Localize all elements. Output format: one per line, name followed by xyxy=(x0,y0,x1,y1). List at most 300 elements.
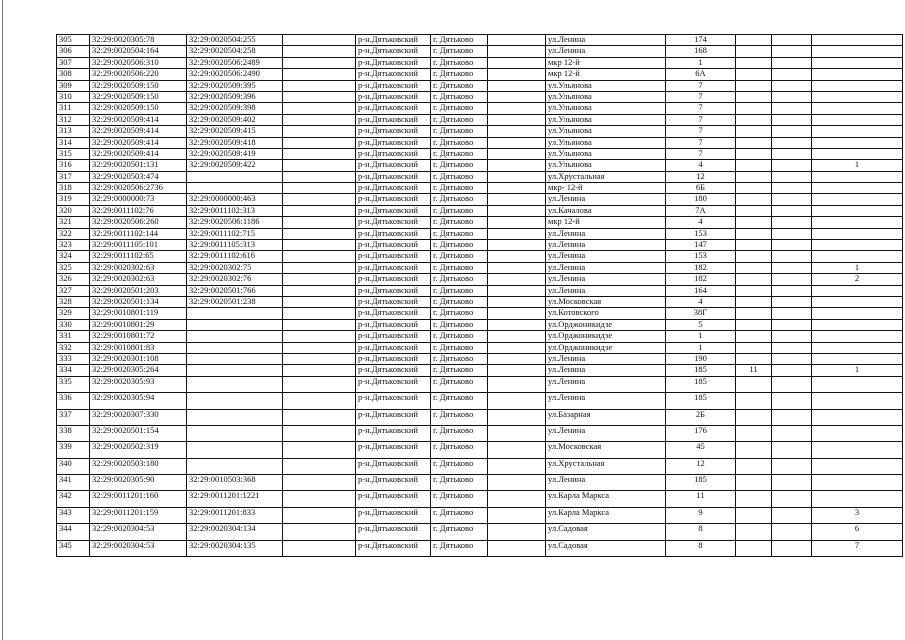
row-number-cell: 334 xyxy=(57,365,90,376)
house-number-cell: 4 xyxy=(666,160,736,171)
table-row xyxy=(57,137,903,148)
table-row xyxy=(57,409,903,425)
building-number-cell xyxy=(736,57,772,68)
city-cell: г. Дятьково xyxy=(431,342,488,353)
house-number-cell: 11 xyxy=(666,491,736,507)
blank-column-cell xyxy=(283,342,356,353)
blank-column-2-cell xyxy=(488,296,546,307)
blank-column-3-cell xyxy=(772,319,812,330)
street-cell: ул.Ленина xyxy=(546,240,666,251)
cadastral-number-cell: 32:29:0020307:330 xyxy=(90,409,187,425)
district-cell: р-н.Дятьковский xyxy=(356,57,431,68)
district-cell: р-н.Дятьковский xyxy=(356,308,431,319)
cadastral-number-cell: 32:29:0010801:119 xyxy=(90,308,187,319)
street-cell: ул.Ульянова xyxy=(546,137,666,148)
row-number-cell: 306 xyxy=(57,46,90,57)
cadastral-number-cell: 32:29:0020506:220 xyxy=(90,69,187,80)
house-number-cell: 185 xyxy=(666,393,736,409)
blank-column-3-cell xyxy=(772,376,812,392)
house-number-cell: 7 xyxy=(666,80,736,91)
house-number-cell: 174 xyxy=(666,35,736,46)
house-number-cell: 190 xyxy=(666,353,736,364)
blank-column-2-cell xyxy=(488,376,546,392)
object-cadastral-number-cell: 32:29:0020509:402 xyxy=(187,114,283,125)
building-number-cell xyxy=(736,342,772,353)
table-row xyxy=(57,285,903,296)
row-number-cell: 315 xyxy=(57,148,90,159)
table-row xyxy=(57,46,903,57)
cadastral-number-cell: 32:29:0011102:144 xyxy=(90,228,187,239)
blank-column-3-cell xyxy=(772,342,812,353)
table-row xyxy=(57,103,903,114)
street-cell: ул.Орджоникидзе xyxy=(546,319,666,330)
building-number-cell xyxy=(736,114,772,125)
building-number-cell xyxy=(736,296,772,307)
table-row xyxy=(57,262,903,273)
object-cadastral-number-cell xyxy=(187,425,283,441)
building-number-cell xyxy=(736,331,772,342)
table-row xyxy=(57,507,903,523)
table-row xyxy=(57,296,903,307)
blank-column-cell xyxy=(283,475,356,491)
object-cadastral-number-cell xyxy=(187,331,283,342)
apartment-number-cell xyxy=(812,205,903,216)
street-cell: ул.Московская xyxy=(546,442,666,458)
object-cadastral-number-cell xyxy=(187,365,283,376)
city-cell: г. Дятьково xyxy=(431,240,488,251)
building-number-cell xyxy=(736,251,772,262)
blank-column-2-cell xyxy=(488,251,546,262)
house-number-cell: 8 xyxy=(666,524,736,540)
table-row xyxy=(57,393,903,409)
district-cell: р-н.Дятьковский xyxy=(356,137,431,148)
building-number-cell xyxy=(736,524,772,540)
blank-column-cell xyxy=(283,80,356,91)
blank-column-cell xyxy=(283,491,356,507)
row-number-cell: 305 xyxy=(57,35,90,46)
blank-column-cell xyxy=(283,393,356,409)
building-number-cell xyxy=(736,285,772,296)
district-cell: р-н.Дятьковский xyxy=(356,353,431,364)
district-cell: р-н.Дятьковский xyxy=(356,274,431,285)
scan-edge-line xyxy=(2,0,3,640)
blank-column-2-cell xyxy=(488,80,546,91)
blank-column-cell xyxy=(283,46,356,57)
building-number-cell xyxy=(736,319,772,330)
blank-column-3-cell xyxy=(772,274,812,285)
blank-column-3-cell xyxy=(772,365,812,376)
city-cell: г. Дятьково xyxy=(431,524,488,540)
house-number-cell: 5 xyxy=(666,319,736,330)
blank-column-2-cell xyxy=(488,171,546,182)
table-row xyxy=(57,353,903,364)
object-cadastral-number-cell: 32:29:0020509:419 xyxy=(187,148,283,159)
table-row xyxy=(57,217,903,228)
blank-column-2-cell xyxy=(488,194,546,205)
table-row xyxy=(57,365,903,376)
row-number-cell: 327 xyxy=(57,285,90,296)
apartment-number-cell xyxy=(812,353,903,364)
apartment-number-cell xyxy=(812,217,903,228)
apartment-number-cell xyxy=(812,148,903,159)
row-number-cell: 324 xyxy=(57,251,90,262)
blank-column-cell xyxy=(283,308,356,319)
district-cell: р-н.Дятьковский xyxy=(356,251,431,262)
cadastral-number-cell: 32:29:0020509:414 xyxy=(90,126,187,137)
apartment-number-cell xyxy=(812,319,903,330)
table-row xyxy=(57,35,903,46)
cadastral-number-cell: 32:29:0020305:264 xyxy=(90,365,187,376)
city-cell: г. Дятьково xyxy=(431,171,488,182)
cadastral-number-cell: 32:29:0020509:414 xyxy=(90,114,187,125)
blank-column-2-cell xyxy=(488,524,546,540)
blank-column-2-cell xyxy=(488,160,546,171)
blank-column-2-cell xyxy=(488,491,546,507)
house-number-cell: 182 xyxy=(666,262,736,273)
street-cell: ул.Ленина xyxy=(546,35,666,46)
building-number-cell xyxy=(736,274,772,285)
apartment-number-cell xyxy=(812,228,903,239)
cadastral-number-cell: 32:29:0020502:319 xyxy=(90,442,187,458)
blank-column-3-cell xyxy=(772,91,812,102)
blank-column-3-cell xyxy=(772,331,812,342)
cadastral-number-cell: 32:29:0020503:474 xyxy=(90,171,187,182)
building-number-cell xyxy=(736,80,772,91)
building-number-cell xyxy=(736,217,772,228)
blank-column-3-cell xyxy=(772,425,812,441)
city-cell: г. Дятьково xyxy=(431,148,488,159)
blank-column-3-cell xyxy=(772,160,812,171)
street-cell: ул.Садовая xyxy=(546,524,666,540)
city-cell: г. Дятьково xyxy=(431,507,488,523)
street-cell: ул.Ленина xyxy=(546,475,666,491)
cadastral-number-cell: 32:29:0020501:203 xyxy=(90,285,187,296)
cadastral-number-cell: 32:29:0010801:72 xyxy=(90,331,187,342)
cadastral-number-cell: 32:29:0020304:53 xyxy=(90,524,187,540)
building-number-cell xyxy=(736,262,772,273)
blank-column-cell xyxy=(283,91,356,102)
blank-column-3-cell xyxy=(772,262,812,273)
table-row xyxy=(57,274,903,285)
blank-column-3-cell xyxy=(772,540,812,556)
blank-column-cell xyxy=(283,160,356,171)
district-cell: р-н.Дятьковский xyxy=(356,319,431,330)
blank-column-2-cell xyxy=(488,69,546,80)
district-cell: р-н.Дятьковский xyxy=(356,458,431,474)
blank-column-2-cell xyxy=(488,365,546,376)
district-cell: р-н.Дятьковский xyxy=(356,69,431,80)
blank-column-2-cell xyxy=(488,409,546,425)
district-cell: р-н.Дятьковский xyxy=(356,35,431,46)
city-cell: г. Дятьково xyxy=(431,262,488,273)
table-row xyxy=(57,540,903,556)
district-cell: р-н.Дятьковский xyxy=(356,425,431,441)
blank-column-3-cell xyxy=(772,409,812,425)
cadastral-number-cell: 32:29:0011105:101 xyxy=(90,240,187,251)
blank-column-2-cell xyxy=(488,475,546,491)
district-cell: р-н.Дятьковский xyxy=(356,365,431,376)
district-cell: р-н.Дятьковский xyxy=(356,393,431,409)
house-number-cell: 1 xyxy=(666,342,736,353)
city-cell: г. Дятьково xyxy=(431,458,488,474)
apartment-number-cell xyxy=(812,475,903,491)
cadastral-number-cell: 32:29:0020305:78 xyxy=(90,35,187,46)
object-cadastral-number-cell xyxy=(187,319,283,330)
apartment-number-cell xyxy=(812,137,903,148)
blank-column-2-cell xyxy=(488,425,546,441)
blank-column-2-cell xyxy=(488,148,546,159)
apartment-number-cell xyxy=(812,251,903,262)
street-cell: мкр 12-й xyxy=(546,57,666,68)
blank-column-3-cell xyxy=(772,137,812,148)
city-cell: г. Дятьково xyxy=(431,393,488,409)
blank-column-cell xyxy=(283,376,356,392)
object-cadastral-number-cell xyxy=(187,171,283,182)
blank-column-cell xyxy=(283,217,356,228)
cadastral-number-cell: 32:29:0020501:134 xyxy=(90,296,187,307)
blank-column-3-cell xyxy=(772,217,812,228)
city-cell: г. Дятьково xyxy=(431,183,488,194)
object-cadastral-number-cell xyxy=(187,308,283,319)
building-number-cell xyxy=(736,148,772,159)
row-number-cell: 343 xyxy=(57,507,90,523)
city-cell: г. Дятьково xyxy=(431,46,488,57)
blank-column-2-cell xyxy=(488,228,546,239)
district-cell: р-н.Дятьковский xyxy=(356,475,431,491)
blank-column-cell xyxy=(283,194,356,205)
blank-column-cell xyxy=(283,251,356,262)
table-row xyxy=(57,475,903,491)
building-number-cell xyxy=(736,353,772,364)
row-number-cell: 318 xyxy=(57,183,90,194)
apartment-number-cell: 1 xyxy=(812,160,903,171)
street-cell: ул.Ленина xyxy=(546,194,666,205)
district-cell: р-н.Дятьковский xyxy=(356,285,431,296)
street-cell: ул.Ленина xyxy=(546,251,666,262)
house-number-cell: 153 xyxy=(666,228,736,239)
apartment-number-cell xyxy=(812,393,903,409)
cadastral-number-cell: 32:29:0020509:150 xyxy=(90,91,187,102)
row-number-cell: 308 xyxy=(57,69,90,80)
row-number-cell: 337 xyxy=(57,409,90,425)
row-number-cell: 335 xyxy=(57,376,90,392)
row-number-cell: 345 xyxy=(57,540,90,556)
district-cell: р-н.Дятьковский xyxy=(356,524,431,540)
object-cadastral-number-cell: 32:29:0020506:2489 xyxy=(187,57,283,68)
blank-column-2-cell xyxy=(488,274,546,285)
apartment-number-cell xyxy=(812,425,903,441)
apartment-number-cell: 2 xyxy=(812,274,903,285)
house-number-cell: 2Б xyxy=(666,409,736,425)
blank-column-3-cell xyxy=(772,80,812,91)
district-cell: р-н.Дятьковский xyxy=(356,160,431,171)
object-cadastral-number-cell xyxy=(187,442,283,458)
blank-column-3-cell xyxy=(772,205,812,216)
row-number-cell: 321 xyxy=(57,217,90,228)
street-cell: ул.Ленина xyxy=(546,285,666,296)
row-number-cell: 307 xyxy=(57,57,90,68)
object-cadastral-number-cell: 32:29:0011201:1221 xyxy=(187,491,283,507)
table-row xyxy=(57,319,903,330)
blank-column-2-cell xyxy=(488,183,546,194)
apartment-number-cell xyxy=(812,458,903,474)
table-row xyxy=(57,458,903,474)
blank-column-2-cell xyxy=(488,442,546,458)
object-cadastral-number-cell: 32:29:0011201:833 xyxy=(187,507,283,523)
house-number-cell: 4 xyxy=(666,217,736,228)
table-row xyxy=(57,91,903,102)
blank-column-2-cell xyxy=(488,393,546,409)
building-number-cell xyxy=(736,205,772,216)
blank-column-cell xyxy=(283,274,356,285)
city-cell: г. Дятьково xyxy=(431,285,488,296)
blank-column-2-cell xyxy=(488,507,546,523)
table-row xyxy=(57,194,903,205)
building-number-cell xyxy=(736,228,772,239)
district-cell: р-н.Дятьковский xyxy=(356,507,431,523)
apartment-number-cell xyxy=(812,114,903,125)
cadastral-number-cell: 32:29:0020503:180 xyxy=(90,458,187,474)
building-number-cell xyxy=(736,91,772,102)
house-number-cell: 9 xyxy=(666,507,736,523)
apartment-number-cell xyxy=(812,285,903,296)
cadastral-number-cell: 32:29:0020301:108 xyxy=(90,353,187,364)
city-cell: г. Дятьково xyxy=(431,251,488,262)
building-number-cell xyxy=(736,425,772,441)
house-number-cell: 185 xyxy=(666,376,736,392)
building-number-cell xyxy=(736,393,772,409)
table-body xyxy=(57,35,903,557)
blank-column-cell xyxy=(283,35,356,46)
city-cell: г. Дятьково xyxy=(431,91,488,102)
cadastral-number-cell: 32:29:0000000:73 xyxy=(90,194,187,205)
row-number-cell: 317 xyxy=(57,171,90,182)
object-cadastral-number-cell: 32:29:0020506:1186 xyxy=(187,217,283,228)
building-number-cell xyxy=(736,442,772,458)
table-row xyxy=(57,425,903,441)
street-cell: ул.Качалова xyxy=(546,205,666,216)
apartment-number-cell xyxy=(812,35,903,46)
city-cell: г. Дятьково xyxy=(431,475,488,491)
house-number-cell: 6Б xyxy=(666,183,736,194)
building-number-cell xyxy=(736,126,772,137)
object-cadastral-number-cell xyxy=(187,183,283,194)
street-cell: ул.Котовского xyxy=(546,308,666,319)
district-cell: р-н.Дятьковский xyxy=(356,540,431,556)
row-number-cell: 314 xyxy=(57,137,90,148)
cadastral-number-cell: 32:29:0020501:131 xyxy=(90,160,187,171)
street-cell: ул.Ульянова xyxy=(546,80,666,91)
table-row xyxy=(57,524,903,540)
cadastral-number-cell: 32:29:0020506:2736 xyxy=(90,183,187,194)
blank-column-3-cell xyxy=(772,308,812,319)
apartment-number-cell xyxy=(812,308,903,319)
table-row xyxy=(57,148,903,159)
cadastral-number-cell: 32:29:0010801:29 xyxy=(90,319,187,330)
cadastral-number-cell: 32:29:0020509:414 xyxy=(90,148,187,159)
district-cell: р-н.Дятьковский xyxy=(356,409,431,425)
row-number-cell: 340 xyxy=(57,458,90,474)
building-number-cell xyxy=(736,160,772,171)
house-number-cell: 45 xyxy=(666,442,736,458)
table-row xyxy=(57,240,903,251)
row-number-cell: 326 xyxy=(57,274,90,285)
house-number-cell: 7 xyxy=(666,103,736,114)
city-cell: г. Дятьково xyxy=(431,126,488,137)
district-cell: р-н.Дятьковский xyxy=(356,103,431,114)
apartment-number-cell xyxy=(812,342,903,353)
district-cell: р-н.Дятьковский xyxy=(356,194,431,205)
house-number-cell: 7А xyxy=(666,205,736,216)
blank-column-cell xyxy=(283,524,356,540)
city-cell: г. Дятьково xyxy=(431,540,488,556)
house-number-cell: 147 xyxy=(666,240,736,251)
house-number-cell: 12 xyxy=(666,458,736,474)
blank-column-3-cell xyxy=(772,240,812,251)
blank-column-2-cell xyxy=(488,57,546,68)
table-row xyxy=(57,114,903,125)
building-number-cell xyxy=(736,137,772,148)
blank-column-cell xyxy=(283,285,356,296)
house-number-cell: 168 xyxy=(666,46,736,57)
city-cell: г. Дятьково xyxy=(431,442,488,458)
house-number-cell: 7 xyxy=(666,91,736,102)
row-number-cell: 330 xyxy=(57,319,90,330)
house-number-cell: 7 xyxy=(666,126,736,137)
cadastral-number-cell: 32:29:0020501:154 xyxy=(90,425,187,441)
apartment-number-cell: 1 xyxy=(812,262,903,273)
street-cell: ул.Ленина xyxy=(546,365,666,376)
blank-column-cell xyxy=(283,57,356,68)
blank-column-3-cell xyxy=(772,183,812,194)
blank-column-3-cell xyxy=(772,171,812,182)
district-cell: р-н.Дятьковский xyxy=(356,126,431,137)
object-cadastral-number-cell: 32:29:0020304:134 xyxy=(187,524,283,540)
table-row xyxy=(57,251,903,262)
city-cell: г. Дятьково xyxy=(431,205,488,216)
building-number-cell xyxy=(736,183,772,194)
blank-column-2-cell xyxy=(488,308,546,319)
apartment-number-cell xyxy=(812,183,903,194)
house-number-cell: 185 xyxy=(666,475,736,491)
city-cell: г. Дятьково xyxy=(431,296,488,307)
building-number-cell xyxy=(736,491,772,507)
building-number-cell xyxy=(736,458,772,474)
object-cadastral-number-cell: 32:29:0020509:395 xyxy=(187,80,283,91)
city-cell: г. Дятьково xyxy=(431,57,488,68)
blank-column-cell xyxy=(283,296,356,307)
cadastral-number-cell: 32:29:0011201:160 xyxy=(90,491,187,507)
blank-column-cell xyxy=(283,365,356,376)
building-number-cell xyxy=(736,171,772,182)
building-number-cell xyxy=(736,46,772,57)
row-number-cell: 332 xyxy=(57,342,90,353)
building-number-cell: 11 xyxy=(736,365,772,376)
house-number-cell: 180 xyxy=(666,194,736,205)
house-number-cell: 38Г xyxy=(666,308,736,319)
district-cell: р-н.Дятьковский xyxy=(356,205,431,216)
district-cell: р-н.Дятьковский xyxy=(356,342,431,353)
house-number-cell: 176 xyxy=(666,425,736,441)
street-cell: ул.Орджоникидзе xyxy=(546,331,666,342)
blank-column-2-cell xyxy=(488,540,546,556)
blank-column-cell xyxy=(283,442,356,458)
object-cadastral-number-cell xyxy=(187,393,283,409)
city-cell: г. Дятьково xyxy=(431,69,488,80)
blank-column-cell xyxy=(283,103,356,114)
blank-column-cell xyxy=(283,262,356,273)
city-cell: г. Дятьково xyxy=(431,409,488,425)
